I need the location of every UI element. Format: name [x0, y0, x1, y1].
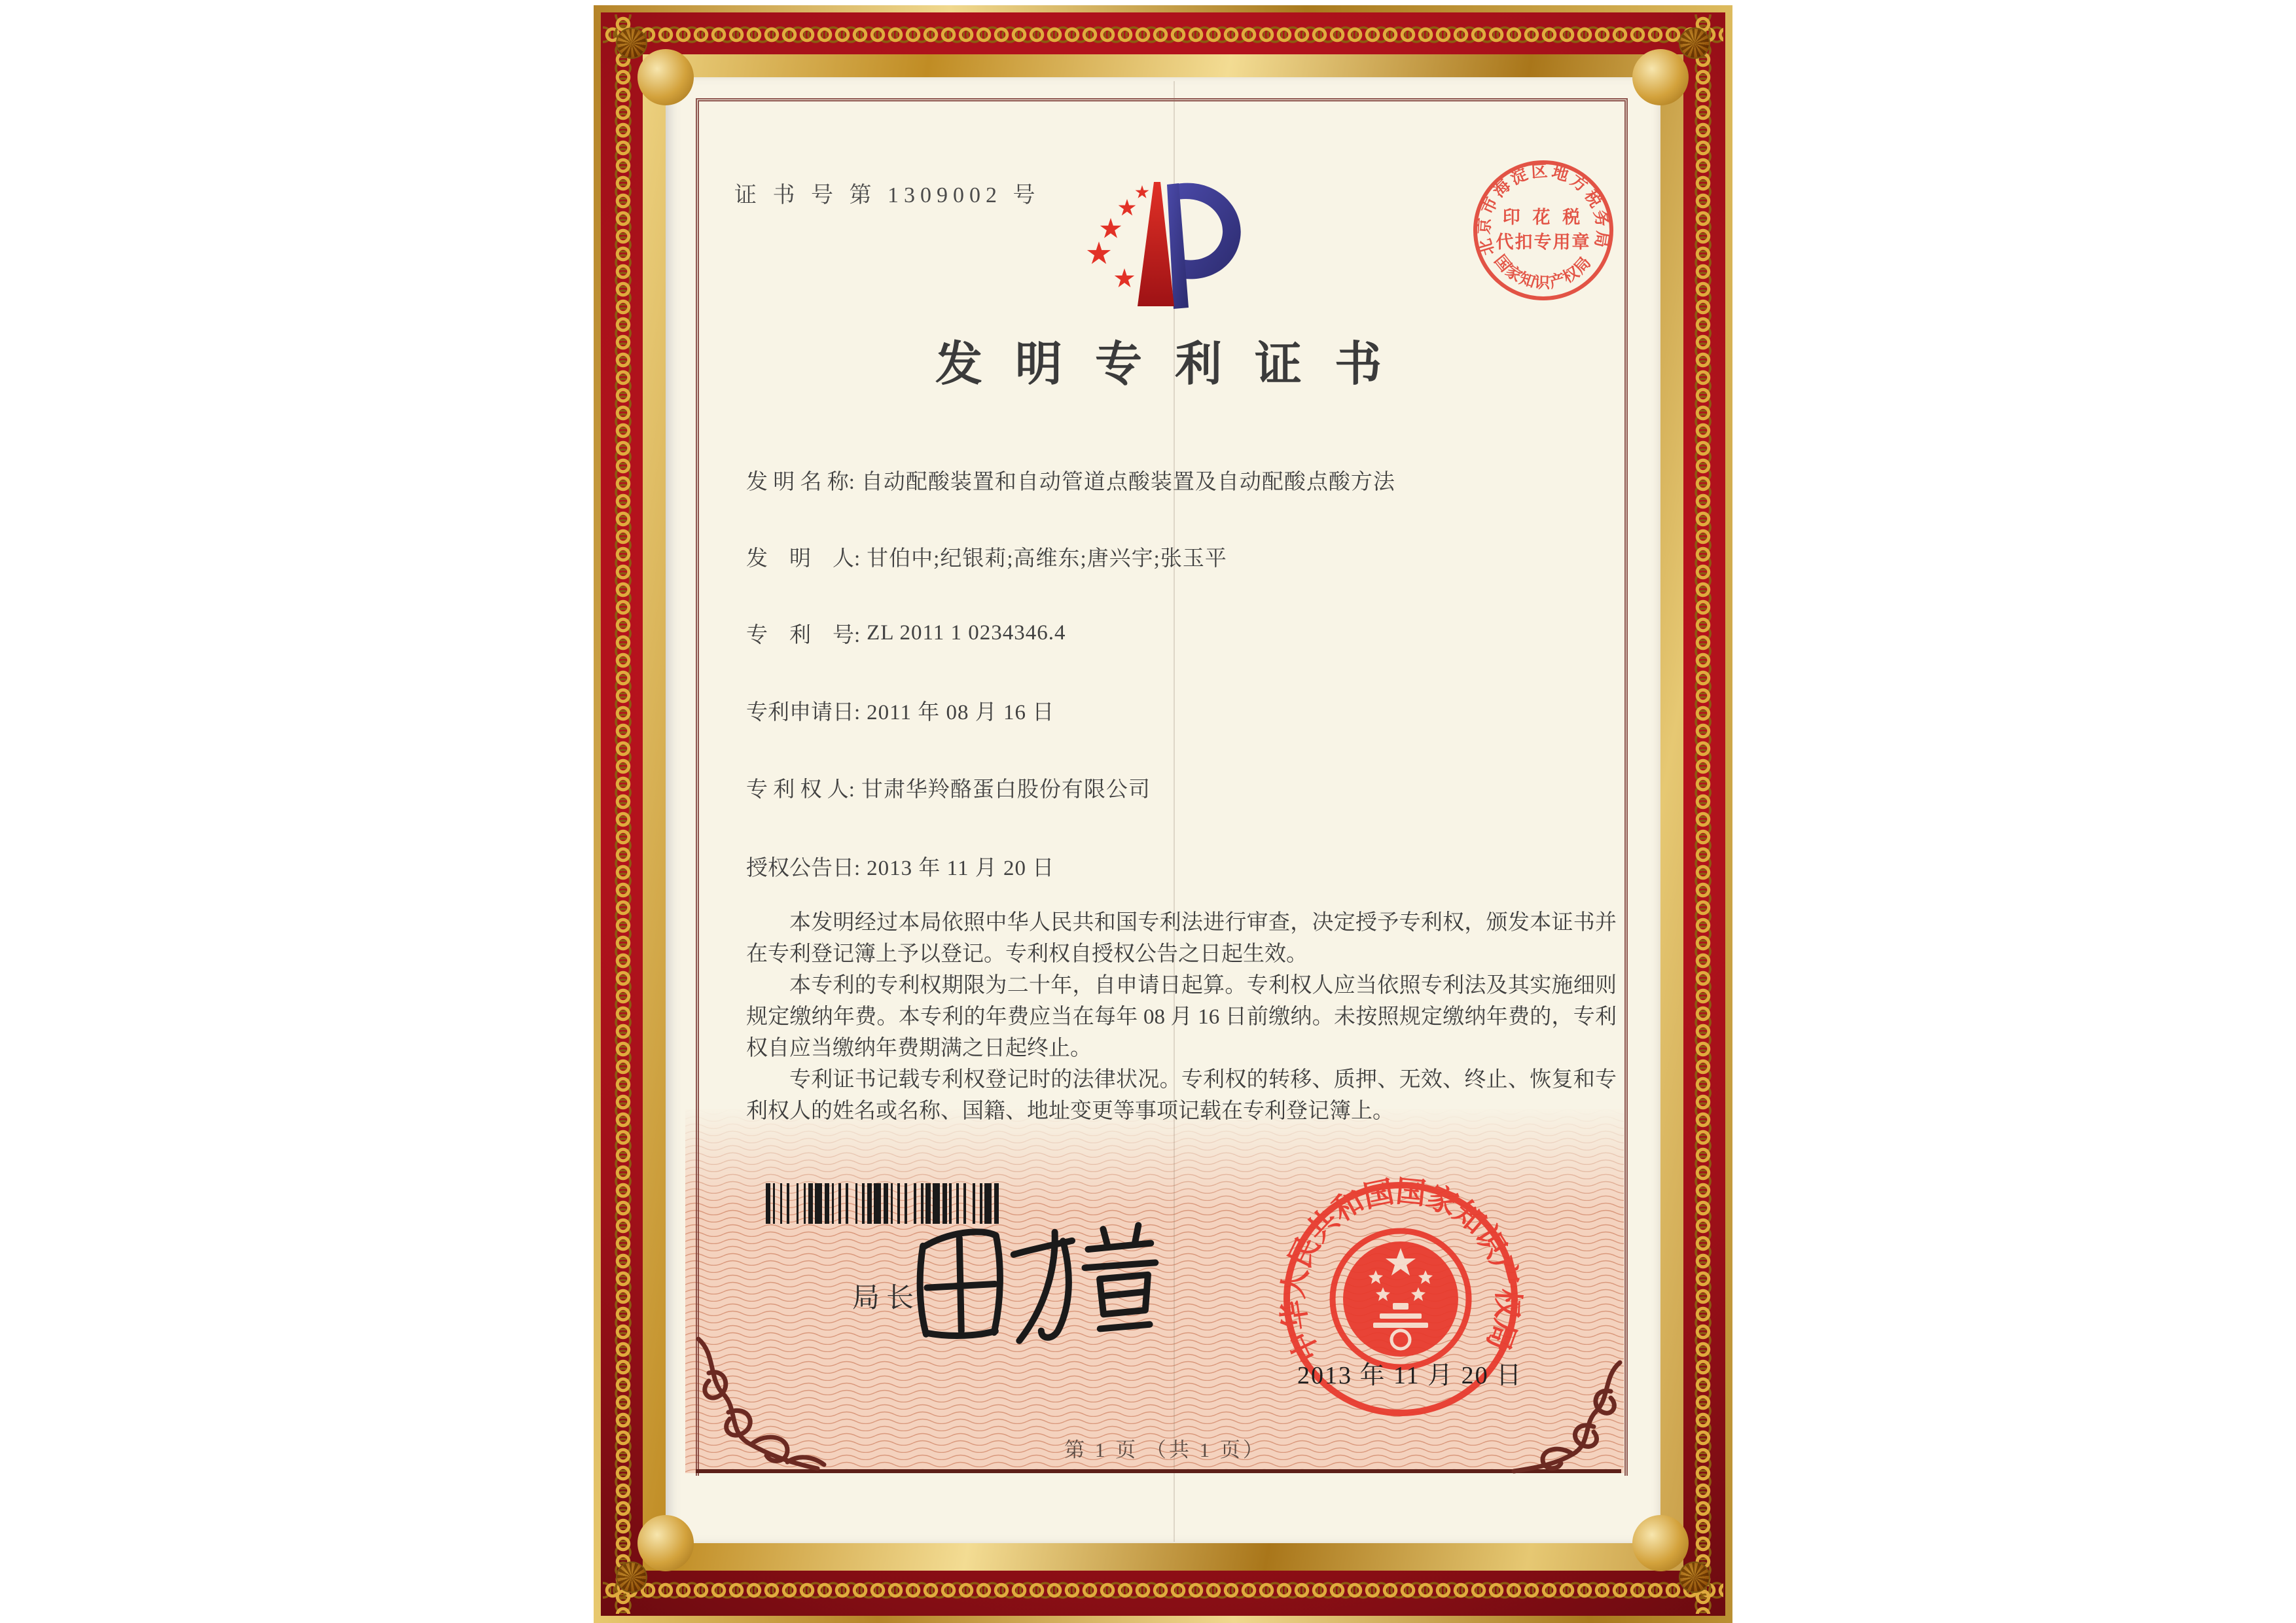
corner-scallop: [637, 1515, 694, 1571]
field-row: [746, 617, 1626, 649]
corner-knot-icon: [1679, 1561, 1710, 1593]
stamp-outer-bottom-text: 国家知识产权局: [1490, 252, 1595, 293]
field-row: [746, 772, 1626, 803]
gold-chain-right: [1688, 14, 1718, 1614]
gold-chain-bottom: [603, 1575, 1723, 1606]
body-paragraph: 本专利的专利权期限为二十年，自申请日起算。专利权人应当依照专利法及其实施细则规定缴纳年费。本专利的年费应当在每年 08 月 16 日前缴纳。未按照规定缴纳年费的，专利权自应当缴纳年费期满之日起终止。: [746, 974, 1617, 1060]
lace-flourish-left: [689, 1334, 840, 1474]
field-label: 发 明 名 称:: [746, 470, 855, 494]
sipo-logo-icon: [1075, 181, 1251, 318]
field-label: 发 明 人:: [746, 546, 861, 571]
field-value: 2013 年 11 月 20 日: [867, 856, 1055, 880]
corner-scallop: [1632, 1515, 1689, 1571]
field-row: [746, 464, 1626, 495]
field-value: ZL 2011 1 0234346.4: [867, 620, 1066, 645]
field-row: [746, 541, 1626, 572]
field-label: 专 利 号:: [746, 623, 861, 647]
gold-chain-left: [608, 14, 638, 1614]
tax-stamp-seal: [1468, 155, 1619, 306]
signature: [905, 1203, 1160, 1353]
signer-title: 局长: [852, 1283, 921, 1313]
corner-knot-icon: [616, 27, 647, 59]
stamp-line2: 代扣专用章: [1496, 232, 1591, 252]
body-paragraph: 本发明经过本局依照中华人民共和国专利法进行审查，决定授予专利权，颁发本证书并在专利登记簿上予以登记。专利权自授权公告之日起生效。: [746, 911, 1617, 966]
corner-knot-icon: [616, 1561, 647, 1593]
field-label: 授权公告日:: [746, 856, 861, 880]
corner-knot-icon: [1679, 27, 1710, 59]
legal-text: [746, 907, 1617, 1127]
seal-ring-text: 中华人民共和国国家知识产权局: [1276, 1175, 1525, 1367]
field-label: 专利申请日:: [746, 700, 861, 724]
certificate-title: 发明专利证书: [935, 338, 1414, 391]
field-row: [746, 694, 1626, 726]
certificate-frame: [594, 5, 1732, 1623]
stamp-line1: 印 花 税: [1502, 207, 1585, 227]
field-value: 2011 年 08 月 16 日: [867, 700, 1055, 724]
gold-chain-top: [603, 20, 1723, 50]
corner-scallop: [637, 49, 694, 105]
seal-date: 2013 年 11 月 20 日: [1297, 1362, 1523, 1389]
certificate-number: 证 书 号 第 1309002 号: [734, 183, 1041, 207]
corner-scallop: [1632, 49, 1689, 105]
field-value: 自动配酸装置和自动管道点酸装置及自动配酸点酸方法: [861, 470, 1395, 494]
field-label: 专 利 权 人:: [746, 777, 855, 802]
body-paragraph: 专利证书记载专利权登记时的法律状况。专利权的转移、质押、无效、终止、恢复和专利权人的姓名或名称、国籍、地址变更等事项记载在专利登记簿上。: [746, 1068, 1617, 1123]
page-footer: 第 1 页 （共 1 页）: [1064, 1438, 1266, 1461]
field-row: [746, 850, 1626, 882]
field-value: 甘肃华羚酪蛋白股份有限公司: [861, 777, 1151, 802]
stamp-outer-top-text: 北京市海淀区地方税务局: [1475, 162, 1611, 258]
field-value: 甘伯中;纪银莉;高维东;唐兴宇;张玉平: [867, 546, 1227, 571]
